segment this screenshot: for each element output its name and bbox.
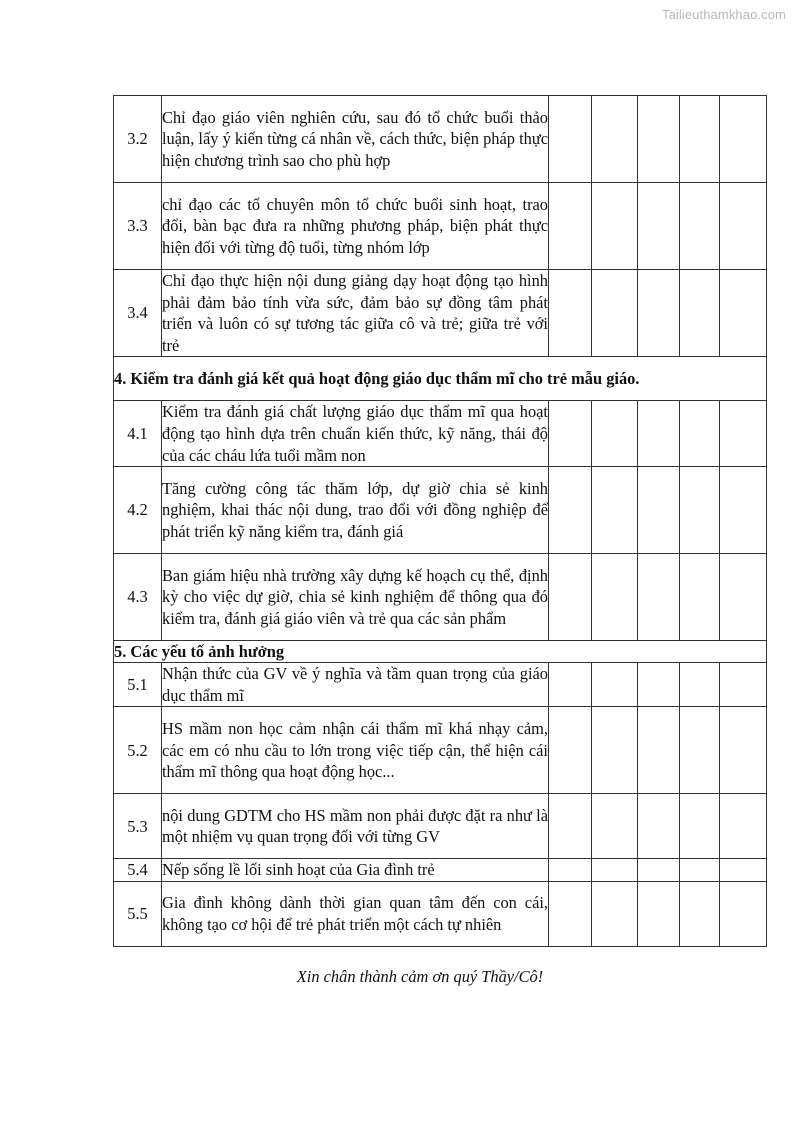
table-row [114, 859, 767, 882]
rating-cell[interactable] [592, 707, 638, 794]
rating-cell[interactable] [720, 401, 767, 467]
item-number: 3.2 [114, 96, 162, 183]
rating-cell[interactable] [680, 881, 720, 946]
rating-cell[interactable] [592, 96, 638, 183]
item-text: Ban giám hiệu nhà trường xây dựng kế hoạch cụ thể, định kỳ cho việc dự giờ, chia sẻ kinh nghiệm để thông qua đó kiểm tra, đánh giá giáo viên và trẻ qua các sản phẩm [162, 554, 549, 641]
table-row [114, 467, 767, 554]
rating-cell[interactable] [680, 401, 720, 467]
survey-table [113, 95, 767, 947]
item-number: 5.4 [114, 859, 162, 882]
rating-cell[interactable] [549, 707, 592, 794]
item-number: 4.1 [114, 401, 162, 467]
rating-cell[interactable] [720, 794, 767, 859]
item-text: Gia đình không dành thời gian quan tâm đến con cái, không tạo cơ hội để trẻ phát triển một cách tự nhiên [162, 881, 549, 946]
item-number: 5.2 [114, 707, 162, 794]
item-text: nội dung GDTM cho HS mầm non phải được đặt ra như là một nhiệm vụ quan trọng đối với từng GV [162, 794, 549, 859]
rating-cell[interactable] [592, 270, 638, 357]
table-row [114, 663, 767, 707]
item-text: Tăng cường công tác thăm lớp, dự giờ chia sẻ kinh nghiệm, khai thác nội dung, trao đổi với đồng nghiệp để phát triển kỹ năng kiểm tra, đánh giá [162, 467, 549, 554]
rating-cell[interactable] [680, 183, 720, 270]
rating-cell[interactable] [549, 467, 592, 554]
table-row [114, 881, 767, 946]
rating-cell[interactable] [720, 183, 767, 270]
closing-thanks: Xin chân thành cảm ơn quý Thầy/Cô! [296, 967, 544, 986]
rating-cell[interactable] [549, 794, 592, 859]
item-number: 5.5 [114, 881, 162, 946]
rating-cell[interactable] [638, 881, 680, 946]
item-number: 4.2 [114, 467, 162, 554]
rating-cell[interactable] [720, 663, 767, 707]
table-row [114, 270, 767, 357]
table-row [114, 707, 767, 794]
rating-cell[interactable] [592, 401, 638, 467]
rating-cell[interactable] [638, 554, 680, 641]
section-row [114, 357, 767, 401]
rating-cell[interactable] [720, 467, 767, 554]
table-row [114, 96, 767, 183]
rating-cell[interactable] [680, 467, 720, 554]
rating-cell[interactable] [549, 881, 592, 946]
rating-cell[interactable] [638, 467, 680, 554]
item-number: 3.4 [114, 270, 162, 357]
rating-cell[interactable] [592, 663, 638, 707]
rating-cell[interactable] [549, 663, 592, 707]
rating-cell[interactable] [638, 183, 680, 270]
rating-cell[interactable] [638, 859, 680, 882]
section-heading: 4. Kiểm tra đánh giá kết quả hoạt động giáo dục thẩm mĩ cho trẻ mẫu giáo. [114, 357, 767, 401]
rating-cell[interactable] [549, 554, 592, 641]
rating-cell[interactable] [720, 270, 767, 357]
rating-cell[interactable] [680, 794, 720, 859]
item-number: 5.3 [114, 794, 162, 859]
rating-cell[interactable] [549, 96, 592, 183]
rating-cell[interactable] [720, 859, 767, 882]
rating-cell[interactable] [592, 881, 638, 946]
rating-cell[interactable] [592, 467, 638, 554]
item-text: Kiểm tra đánh giá chất lượng giáo dục thẩm mĩ qua hoạt động tạo hình dựa trên chuẩn kiến thức, kỹ năng, thái độ của các cháu lứa tuổi mầm non [162, 401, 549, 467]
rating-cell[interactable] [549, 859, 592, 882]
item-text: HS mầm non học cảm nhận cái thẩm mĩ khá nhạy cảm, các em có nhu cầu to lớn trong việc tiếp cận, thể hiện cái thẩm mĩ thông qua hoạt động học... [162, 707, 549, 794]
rating-cell[interactable] [680, 554, 720, 641]
rating-cell[interactable] [680, 663, 720, 707]
item-text: Chỉ đạo giáo viên nghiên cứu, sau đó tổ chức buổi thảo luận, lấy ý kiến từng cá nhân về, cách thức, biện pháp thực hiện chương trình sao cho phù hợp [162, 96, 549, 183]
rating-cell[interactable] [592, 859, 638, 882]
rating-cell[interactable] [680, 270, 720, 357]
rating-cell[interactable] [720, 707, 767, 794]
rating-cell[interactable] [638, 270, 680, 357]
table-row [114, 401, 767, 467]
rating-cell[interactable] [680, 859, 720, 882]
section-heading: 5. Các yếu tố ảnh hưởng [114, 641, 767, 663]
rating-cell[interactable] [549, 183, 592, 270]
rating-cell[interactable] [549, 401, 592, 467]
section-row [114, 641, 767, 663]
rating-cell[interactable] [720, 96, 767, 183]
rating-cell[interactable] [592, 183, 638, 270]
rating-cell[interactable] [638, 401, 680, 467]
rating-cell[interactable] [638, 663, 680, 707]
item-number: 3.3 [114, 183, 162, 270]
item-text: Chỉ đạo thực hiện nội dung giảng dạy hoạt động tạo hình phải đảm bảo tính vừa sức, đảm bảo sự đồng tâm phát triển và luôn có sự tương tác giữa cô và trẻ; giữa trẻ với trẻ [162, 270, 549, 357]
watermark: Tailieuthamkhao.com [661, 7, 786, 22]
rating-cell[interactable] [592, 554, 638, 641]
item-text: Nếp sống lề lối sinh hoạt của Gia đình trẻ [162, 859, 549, 882]
rating-cell[interactable] [638, 794, 680, 859]
rating-cell[interactable] [720, 554, 767, 641]
rating-cell[interactable] [549, 270, 592, 357]
rating-cell[interactable] [592, 794, 638, 859]
rating-cell[interactable] [638, 96, 680, 183]
rating-cell[interactable] [680, 707, 720, 794]
rating-cell[interactable] [720, 881, 767, 946]
item-number: 5.1 [114, 663, 162, 707]
item-text: Nhận thức của GV về ý nghĩa và tầm quan trọng của giáo dục thẩm mĩ [162, 663, 549, 707]
table-row [114, 794, 767, 859]
table-row [114, 183, 767, 270]
rating-cell[interactable] [680, 96, 720, 183]
item-text: chỉ đạo các tổ chuyên môn tổ chức buổi sinh hoạt, trao đổi, bàn bạc đưa ra những phương pháp, biện phát thực hiện đối với từng độ tuổi, từng nhóm lớp [162, 183, 549, 270]
table-row [114, 554, 767, 641]
item-number: 4.3 [114, 554, 162, 641]
rating-cell[interactable] [638, 707, 680, 794]
